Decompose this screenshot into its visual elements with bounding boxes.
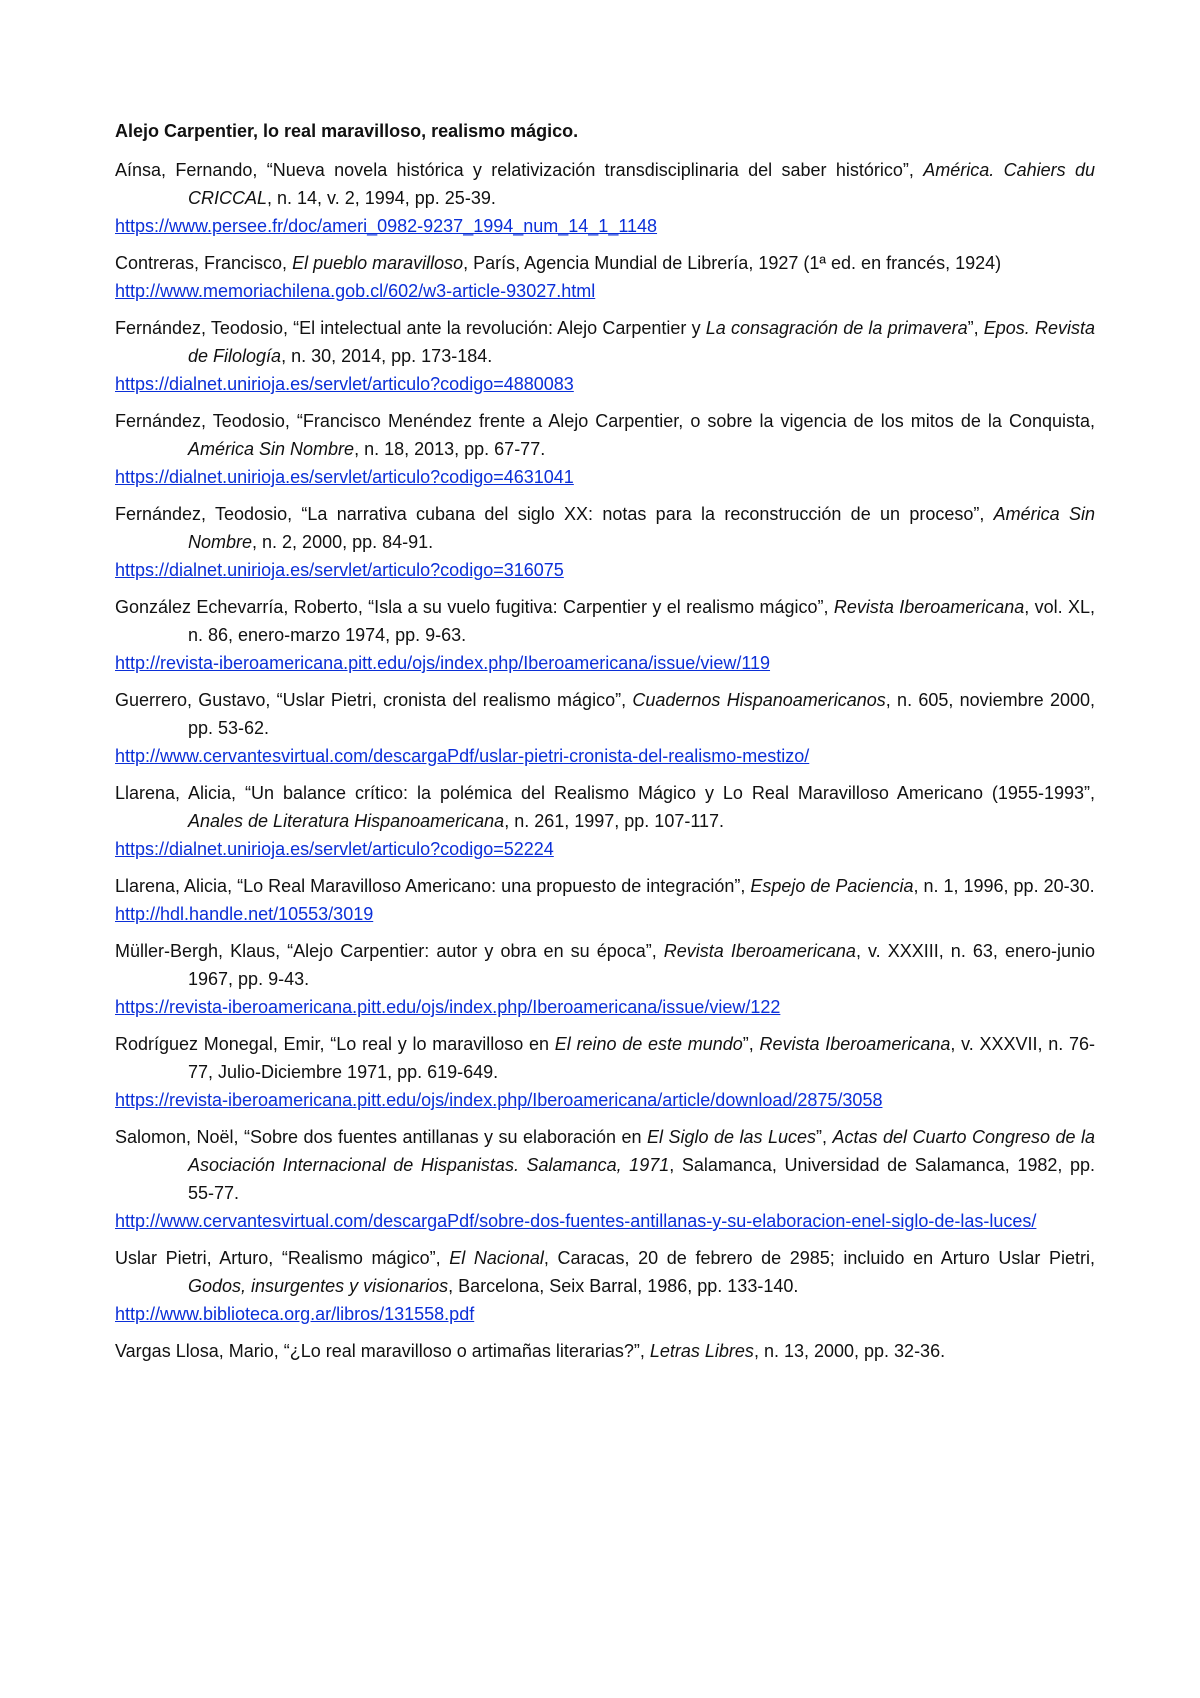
bibliography-entry <box>115 779 1095 863</box>
reference-italic-title: La consagración de la primavera <box>705 318 968 338</box>
reference-fragment: , n. 1, 1996, pp. 20-30. <box>913 876 1095 896</box>
reference-link[interactable]: http://www.biblioteca.org.ar/libros/131558.pdf <box>115 1304 475 1324</box>
reference-fragment: ”, <box>816 1127 833 1147</box>
bibliography-entry <box>115 249 1095 305</box>
reference-italic-title: El Siglo de las Luces <box>647 1127 817 1147</box>
reference-fragment: , n. 14, v. 2, 1994, pp. 25-39. <box>267 188 496 208</box>
reference-fragment: , vol. XL, n. 86, enero-marzo 1974, pp. 9-63. <box>188 597 1095 645</box>
reference-fragment: Fernández, Teodosio, “El intelectual ante la revolución: Alejo Carpentier y <box>115 318 706 338</box>
reference-text <box>115 1123 1095 1207</box>
reference-fragment: , n. 18, 2013, pp. 67-77. <box>354 439 546 459</box>
reference-fragment: ”, <box>967 318 984 338</box>
reference-fragment: , n. 261, 1997, pp. 107-117. <box>504 811 725 831</box>
reference-text <box>115 156 1095 212</box>
reference-fragment: ”, <box>742 1034 760 1054</box>
reference-fragment: Vargas Llosa, Mario, “¿Lo real maravilloso o artimañas literarias?”, <box>115 1341 650 1361</box>
document-page <box>115 118 1095 1374</box>
reference-italic-title: Godos, insurgentes y visionarios <box>188 1276 449 1296</box>
reference-link[interactable]: https://dialnet.unirioja.es/servlet/articulo?codigo=4880083 <box>115 374 574 394</box>
bibliography-entry <box>115 1123 1095 1235</box>
reference-fragment: Uslar Pietri, Arturo, “Realismo mágico”, <box>115 1248 450 1268</box>
reference-text <box>115 937 1095 993</box>
reference-text <box>115 249 1095 277</box>
reference-link[interactable]: https://www.persee.fr/doc/ameri_0982-9237_1994_num_14_1_1148 <box>115 216 658 236</box>
reference-fragment: , Caracas, 20 de febrero de 2985; incluido en Arturo Uslar Pietri, <box>543 1248 1095 1268</box>
reference-fragment: Fernández, Teodosio, “Francisco Menéndez frente a Alejo Carpentier, o sobre la vigencia de los mitos de la Conquista, <box>115 411 1095 431</box>
reference-link[interactable]: https://revista-iberoamericana.pitt.edu/ojs/index.php/Iberoamericana/issue/view/122 <box>115 997 781 1017</box>
reference-text <box>115 500 1095 556</box>
reference-italic-title: Espejo de Paciencia <box>750 876 914 896</box>
bibliography-entry <box>115 937 1095 1021</box>
reference-text <box>115 686 1095 742</box>
reference-fragment: Aínsa, Fernando, “Nueva novela histórica y relativización transdisciplinaria del saber histórico”, <box>115 160 924 180</box>
bibliography-entry <box>115 686 1095 770</box>
reference-text <box>115 872 1095 900</box>
reference-italic-title: Actas del Cuarto Congreso de la Asociación Internacional de Hispanistas. Salamanca, 1971 <box>188 1127 1095 1175</box>
reference-fragment: , n. 13, 2000, pp. 32-36. <box>753 1341 946 1361</box>
reference-fragment: Llarena, Alicia, “Un balance crítico: la polémica del Realismo Mágico y Lo Real Maravilloso Americano (1955-1993”, <box>115 783 1095 803</box>
reference-fragment: Contreras, Francisco, <box>115 253 293 273</box>
reference-fragment: , n. 2, 2000, pp. 84-91. <box>252 532 434 552</box>
reference-link[interactable]: http://www.memoriachilena.gob.cl/602/w3-article-93027.html <box>115 281 596 301</box>
reference-italic-title: El pueblo maravilloso <box>292 253 464 273</box>
reference-text <box>115 407 1095 463</box>
bibliography-entry <box>115 500 1095 584</box>
reference-fragment: , v. XXXIII, n. 63, enero-junio 1967, pp. 9-43. <box>188 941 1096 989</box>
reference-fragment: , Barcelona, Seix Barral, 1986, pp. 133-140. <box>448 1276 799 1296</box>
reference-fragment: Rodríguez Monegal, Emir, “Lo real y lo maravilloso en <box>115 1034 555 1054</box>
bibliography-entry <box>115 407 1095 491</box>
reference-fragment: , Salamanca, Universidad de Salamanca, 1982, pp. 55-77. <box>188 1155 1096 1203</box>
reference-link[interactable]: https://revista-iberoamericana.pitt.edu/ojs/index.php/Iberoamericana/article/download/2875/3058 <box>115 1090 883 1110</box>
reference-italic-title: Letras Libres <box>649 1341 754 1361</box>
bibliography-entry <box>115 1030 1095 1114</box>
reference-text <box>115 1030 1095 1086</box>
reference-link[interactable]: https://dialnet.unirioja.es/servlet/articulo?codigo=4631041 <box>115 467 574 487</box>
reference-text <box>115 593 1095 649</box>
reference-text <box>115 1244 1095 1300</box>
bibliography-entry <box>115 1337 1095 1365</box>
reference-italic-title: Revista Iberoamericana <box>833 597 1025 617</box>
reference-link[interactable]: http://revista-iberoamericana.pitt.edu/ojs/index.php/Iberoamericana/issue/view/119 <box>115 653 771 673</box>
reference-link[interactable]: http://hdl.handle.net/10553/3019 <box>115 904 374 924</box>
bibliography-entry <box>115 1244 1095 1328</box>
bibliography-entry <box>115 156 1095 240</box>
reference-fragment: Salomon, Noël, “Sobre dos fuentes antillanas y su elaboración en <box>115 1127 648 1147</box>
reference-fragment: , v. XXXVII, n. 76-77, Julio-Diciembre 1971, pp. 619-649. <box>188 1034 1095 1082</box>
reference-italic-title: Revista Iberoamericana <box>663 941 856 961</box>
bibliography-entry <box>115 872 1095 928</box>
reference-text <box>115 1337 1095 1365</box>
reference-italic-title: Revista Iberoamericana <box>759 1034 951 1054</box>
reference-italic-title: Epos. Revista de Filología <box>188 318 1095 366</box>
reference-fragment: , París, Agencia Mundial de Librería, 1927 (1ª ed. en francés, 1924) <box>463 253 1002 273</box>
reference-fragment: Guerrero, Gustavo, “Uslar Pietri, cronista del realismo mágico”, <box>115 690 633 710</box>
reference-link[interactable]: https://dialnet.unirioja.es/servlet/articulo?codigo=316075 <box>115 560 564 580</box>
bibliography-entry <box>115 593 1095 677</box>
reference-italic-title: El reino de este mundo <box>554 1034 743 1054</box>
reference-text <box>115 779 1095 835</box>
reference-italic-title: América. Cahiers du CRICCAL <box>188 160 1095 208</box>
reference-link[interactable]: http://www.cervantesvirtual.com/descargaPdf/sobre-dos-fuentes-antillanas-y-su-elaboracion-enel-siglo-de-las-luces/ <box>115 1211 1037 1231</box>
document-title: Alejo Carpentier, lo real maravilloso, realismo mágico. <box>115 121 579 141</box>
reference-fragment: González Echevarría, Roberto, “Isla a su vuelo fugitiva: Carpentier y el realismo mágico”, <box>115 597 834 617</box>
reference-fragment: , n. 30, 2014, pp. 173-184. <box>281 346 493 366</box>
reference-link[interactable]: http://www.cervantesvirtual.com/descargaPdf/uslar-pietri-cronista-del-realismo-mestizo/ <box>115 746 810 766</box>
bibliography-entry <box>115 314 1095 398</box>
reference-fragment: Müller-Bergh, Klaus, “Alejo Carpentier: autor y obra en su época”, <box>115 941 664 961</box>
reference-italic-title: América Sin Nombre <box>188 439 355 459</box>
reference-text <box>115 314 1095 370</box>
reference-fragment: Llarena, Alicia, “Lo Real Maravilloso Americano: una propuesto de integración”, <box>115 876 751 896</box>
reference-fragment: , n. 605, noviembre 2000, pp. 53-62. <box>188 690 1096 738</box>
reference-italic-title: América Sin Nombre <box>188 504 1096 552</box>
reference-italic-title: El Nacional <box>449 1248 544 1268</box>
bibliography-list <box>115 156 1095 1365</box>
reference-italic-title: Anales de Literatura Hispanoamericana <box>188 811 505 831</box>
reference-fragment: Fernández, Teodosio, “La narrativa cubana del siglo XX: notas para la reconstrucción de un proceso”, <box>115 504 994 524</box>
reference-link[interactable]: https://dialnet.unirioja.es/servlet/articulo?codigo=52224 <box>115 839 554 859</box>
reference-italic-title: Cuadernos Hispanoamericanos <box>632 690 886 710</box>
